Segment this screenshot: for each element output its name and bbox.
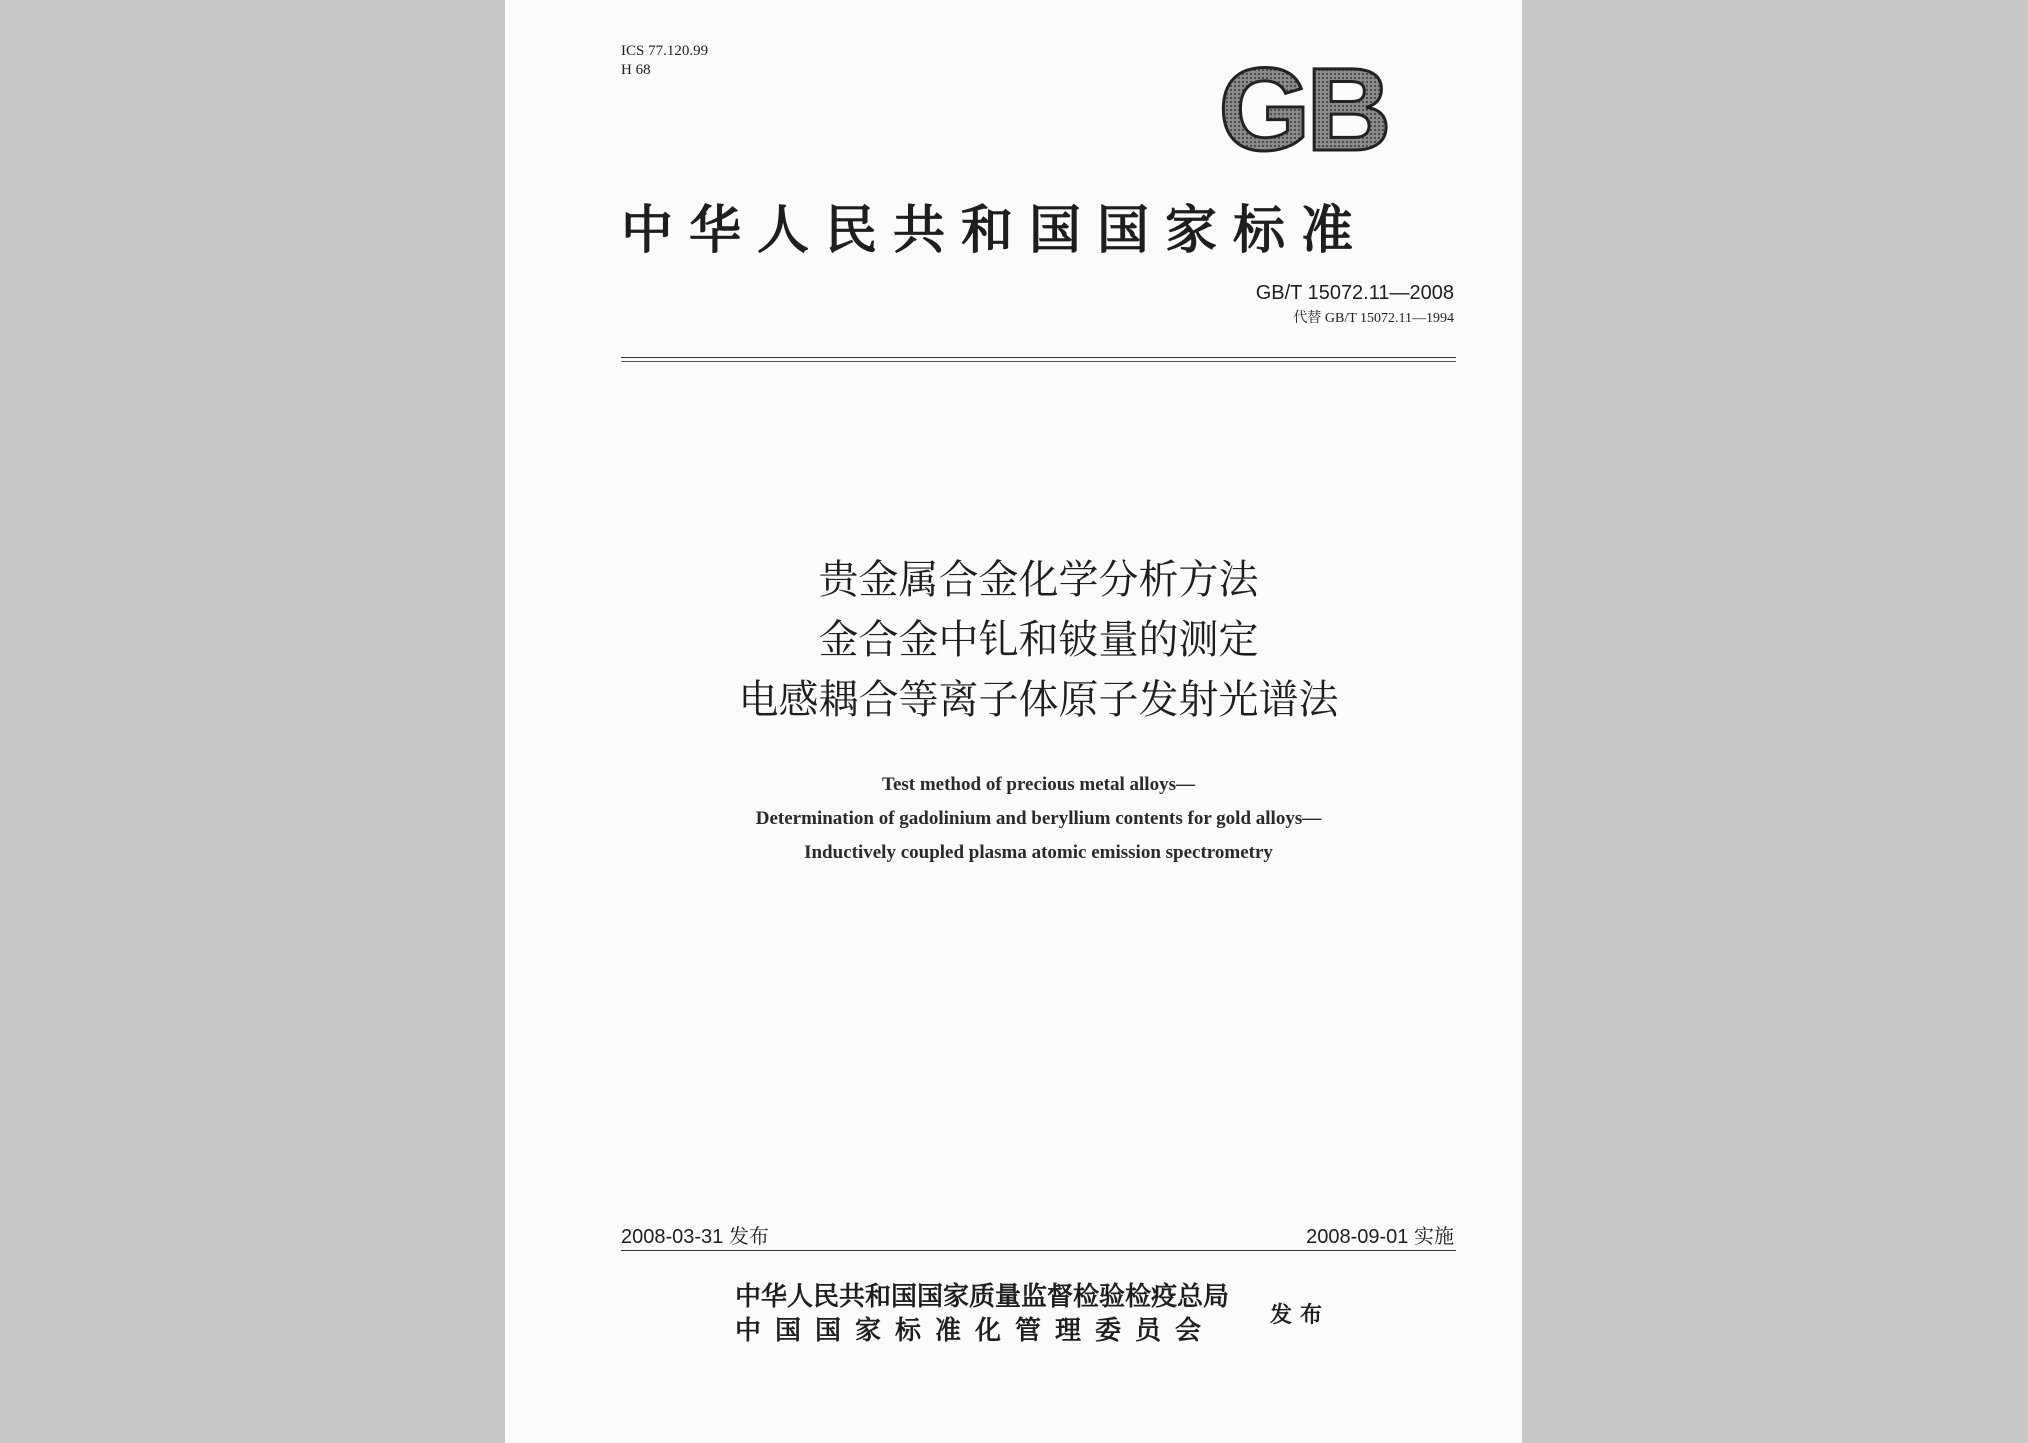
ics-code: ICS 77.120.99 <box>621 43 709 59</box>
chinese-title <box>621 550 1456 730</box>
issuing-authorities <box>735 1280 1229 1348</box>
issue-date: 2008-03-31 发布 <box>621 1226 769 1248</box>
ccs-code: H 68 <box>621 62 651 78</box>
gb-logo-text: GB <box>1218 52 1388 162</box>
classification-codes <box>621 42 708 80</box>
issuer-1: 中华人民共和国国家质量监督检验检疫总局 <box>735 1282 1230 1312</box>
gb-logo <box>1193 52 1413 162</box>
replaces-standard: 代替 GB/T 15072.11—1994 <box>1293 311 1454 326</box>
chinese-title-line-3: 电感耦合等离子体原子发射光谱法 <box>738 677 1339 723</box>
issuer-2: 中国国家标准化管理委员会 <box>735 1316 1216 1346</box>
document-page <box>505 0 1522 1443</box>
english-title-line-1: Test method of precious metal alloys— <box>882 774 1195 795</box>
english-title-line-3: Inductively coupled plasma atomic emission spectrometry <box>804 842 1273 863</box>
standard-number: GB/T 15072.11—2008 <box>1255 282 1454 304</box>
standard-header-title: 中华人民共和国国家标准 <box>621 200 1370 261</box>
chinese-title-line-2: 金合金中钆和铍量的测定 <box>818 617 1259 663</box>
chinese-title-line-1: 贵金属合金化学分析方法 <box>818 557 1259 603</box>
header-divider <box>621 357 1456 362</box>
english-title-line-2: Determination of gadolinium and beryllium contents for gold alloys— <box>755 808 1322 829</box>
english-title <box>621 768 1456 870</box>
implementation-date: 2008-09-01 实施 <box>1306 1226 1454 1248</box>
standard-number-block <box>1256 282 1454 327</box>
footer-divider <box>621 1250 1456 1251</box>
publish-label: 发布 <box>1270 1302 1331 1328</box>
